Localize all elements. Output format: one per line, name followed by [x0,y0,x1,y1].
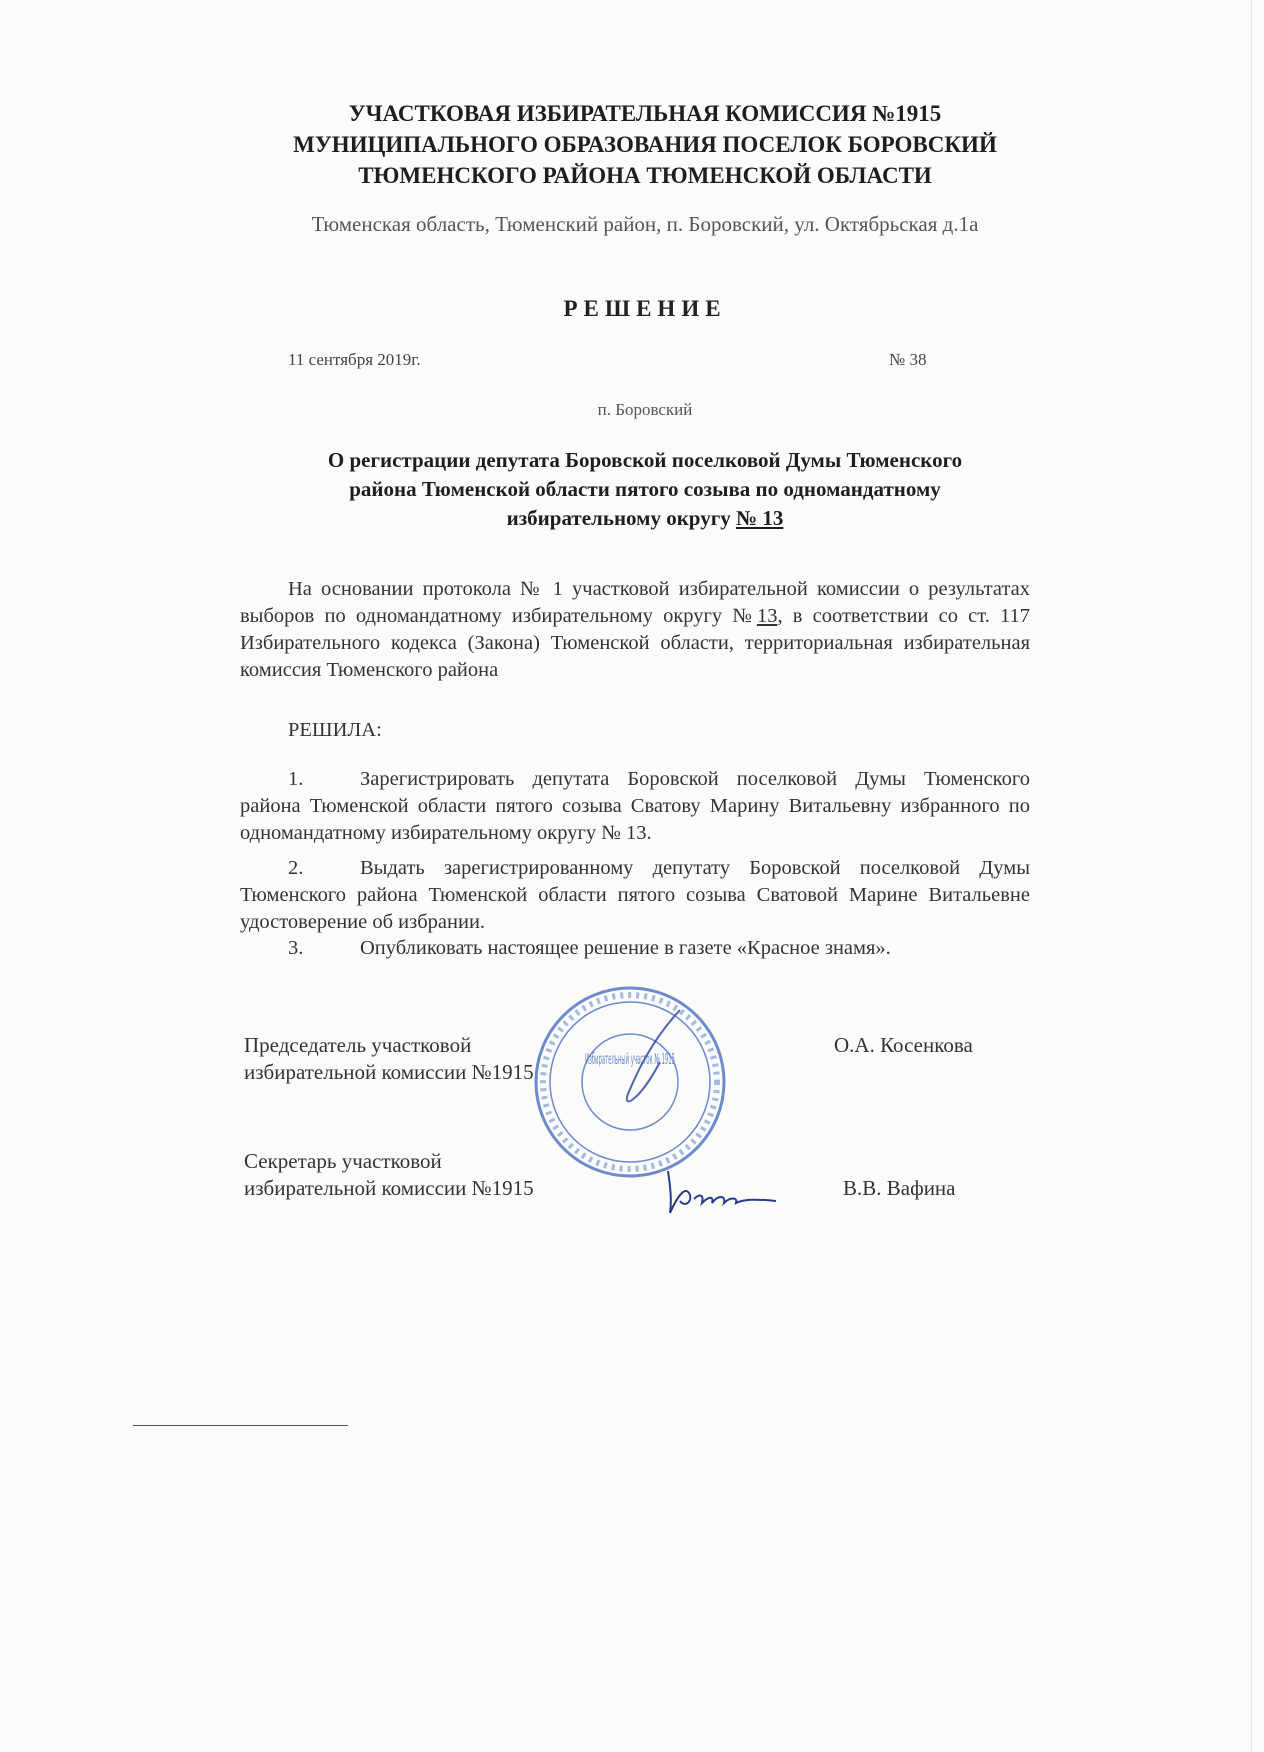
footnote-rule [133,1425,348,1426]
chair-line-1: Председатель участковой [244,1033,472,1057]
item-text: Опубликовать настоящее решение в газете «Красное знамя». [360,937,891,959]
header-line-2: МУНИЦИПАЛЬНОГО ОБРАЗОВАНИЯ ПОСЕЛОК БОРОВСКИЙ [293,132,997,157]
item-text: Зарегистрировать депутата Боровской поселковой Думы Тюменского района Тюменской области пятого созыва Сватову Марину Витальевну избранного по одномандатному избирательному округу № 13. [240,768,1030,844]
preamble-district-number: 13 [756,605,778,627]
subject-line-3-text: избирательному округу [506,506,736,530]
commission-stamp [530,982,730,1182]
subject-line-1: О регистрации депутата Боровской поселковой Думы Тюменского [327,448,963,472]
decision-item [240,855,1030,936]
document-title: РЕШЕНИЕ [563,296,727,321]
subject-line-2: района Тюменской области пятого созыва по одномандатному [349,477,941,501]
secretary-name: В.В. Вафина [843,1176,956,1200]
decision-item [240,766,1030,847]
commission-header [150,98,1140,191]
item-number: 3. [288,937,304,959]
chair-name: О.А. Косенкова [834,1033,973,1057]
preamble-text-a: На основании протокола № 1 участковой избирательной комиссии о результатах выборов по одномандатному избирательному округу № [240,578,1030,627]
page-edge-line [1251,0,1252,1752]
document-subject [220,446,1070,533]
item-number: 1. [288,768,304,790]
decision-item [240,935,1030,962]
document-number: № 38 [889,350,927,369]
secretary-title [244,1148,534,1202]
chair-title [244,1032,534,1086]
stamp-text: Избирательный участок № 1915 [585,1050,675,1068]
secretary-line-2: избирательной комиссии №1915 [244,1176,534,1200]
resolved-label: РЕШИЛА: [288,719,382,741]
secretary-line-1: Секретарь участковой [244,1149,442,1173]
preamble-paragraph [240,576,1030,684]
secretary-signature [660,1165,780,1217]
commission-address: Тюменская область, Тюменский район, п. Боровский, ул. Октябрьская д.1а [311,212,979,236]
subject-line-3 [220,504,1070,533]
preamble-text-b: , в соответствии со ст. 117 Избирательного кодекса (Закона) Тюменской области, территориальная избирательная комиссия Тюменского района [240,605,1030,681]
header-line-1: УЧАСТКОВАЯ ИЗБИРАТЕЛЬНАЯ КОМИССИЯ №1915 [348,101,942,126]
item-number: 2. [288,857,304,879]
subject-district-number: № 13 [735,506,784,530]
document-place: п. Боровский [597,400,693,419]
header-line-3: ТЮМЕНСКОГО РАЙОНА ТЮМЕНСКОЙ ОБЛАСТИ [358,163,932,188]
item-text: Выдать зарегистрированному депутату Боровской поселковой Думы Тюменского района Тюменской области пятого созыва Сватовой Марине Витальевне удостоверение об избрании. [240,857,1030,933]
document-date: 11 сентября 2019г. [288,350,421,369]
chair-line-2: избирательной комиссии №1915 [244,1060,534,1084]
